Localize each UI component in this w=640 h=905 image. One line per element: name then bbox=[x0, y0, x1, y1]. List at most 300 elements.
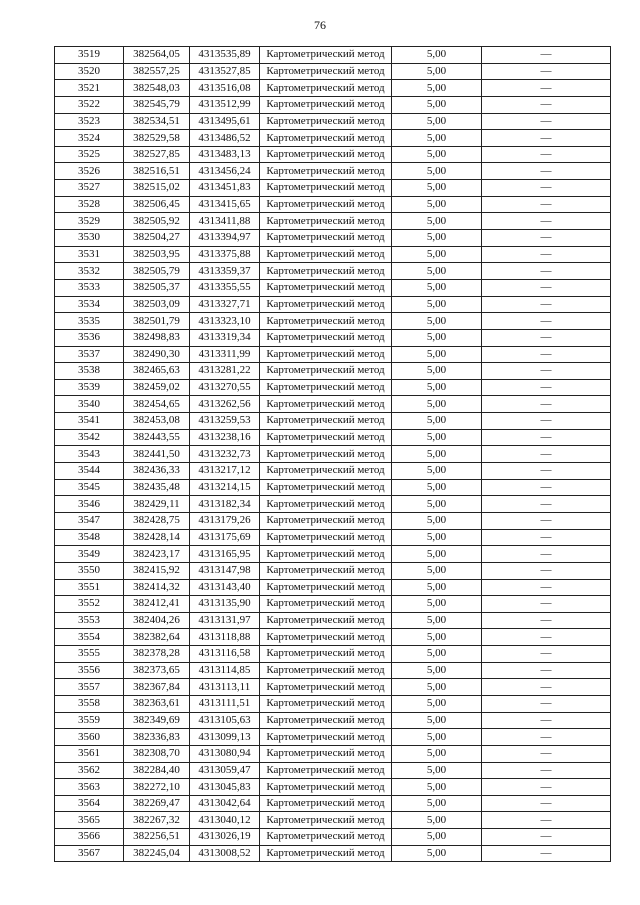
note-cell: — bbox=[482, 612, 611, 629]
table-row bbox=[55, 130, 611, 147]
method-cell: Картометрический метод bbox=[260, 96, 392, 113]
point-number-cell: 3523 bbox=[55, 113, 124, 130]
note-cell: — bbox=[482, 113, 611, 130]
point-number-cell: 3547 bbox=[55, 512, 124, 529]
accuracy-cell: 5,00 bbox=[392, 263, 482, 280]
method-cell: Картометрический метод bbox=[260, 163, 392, 180]
note-cell: — bbox=[482, 363, 611, 380]
x-coordinate-cell: 382349,69 bbox=[124, 712, 190, 729]
table-row bbox=[55, 146, 611, 163]
table-row bbox=[55, 546, 611, 563]
x-coordinate-cell: 382428,14 bbox=[124, 529, 190, 546]
x-coordinate-cell: 382505,79 bbox=[124, 263, 190, 280]
method-cell: Картометрический метод bbox=[260, 562, 392, 579]
point-number-cell: 3524 bbox=[55, 130, 124, 147]
x-coordinate-cell: 382505,37 bbox=[124, 279, 190, 296]
accuracy-cell: 5,00 bbox=[392, 130, 482, 147]
point-number-cell: 3530 bbox=[55, 230, 124, 247]
note-cell: — bbox=[482, 779, 611, 796]
accuracy-cell: 5,00 bbox=[392, 596, 482, 613]
note-cell: — bbox=[482, 629, 611, 646]
x-coordinate-cell: 382382,64 bbox=[124, 629, 190, 646]
x-coordinate-cell: 382527,85 bbox=[124, 146, 190, 163]
x-coordinate-cell: 382505,92 bbox=[124, 213, 190, 230]
note-cell: — bbox=[482, 146, 611, 163]
table-row bbox=[55, 729, 611, 746]
accuracy-cell: 5,00 bbox=[392, 396, 482, 413]
note-cell: — bbox=[482, 512, 611, 529]
x-coordinate-cell: 382272,10 bbox=[124, 779, 190, 796]
accuracy-cell: 5,00 bbox=[392, 662, 482, 679]
y-coordinate-cell: 4313182,34 bbox=[190, 496, 260, 513]
note-cell: — bbox=[482, 246, 611, 263]
y-coordinate-cell: 4313131,97 bbox=[190, 612, 260, 629]
note-cell: — bbox=[482, 795, 611, 812]
note-cell: — bbox=[482, 413, 611, 430]
y-coordinate-cell: 4313045,83 bbox=[190, 779, 260, 796]
point-number-cell: 3531 bbox=[55, 246, 124, 263]
x-coordinate-cell: 382548,03 bbox=[124, 80, 190, 97]
note-cell: — bbox=[482, 562, 611, 579]
y-coordinate-cell: 4313375,88 bbox=[190, 246, 260, 263]
y-coordinate-cell: 4313281,22 bbox=[190, 363, 260, 380]
point-number-cell: 3525 bbox=[55, 146, 124, 163]
y-coordinate-cell: 4313527,85 bbox=[190, 63, 260, 80]
y-coordinate-cell: 4313042,64 bbox=[190, 795, 260, 812]
accuracy-cell: 5,00 bbox=[392, 512, 482, 529]
table-row bbox=[55, 230, 611, 247]
method-cell: Картометрический метод bbox=[260, 413, 392, 430]
table-row bbox=[55, 712, 611, 729]
x-coordinate-cell: 382414,32 bbox=[124, 579, 190, 596]
x-coordinate-cell: 382404,26 bbox=[124, 612, 190, 629]
method-cell: Картометрический метод bbox=[260, 479, 392, 496]
accuracy-cell: 5,00 bbox=[392, 180, 482, 197]
point-number-cell: 3532 bbox=[55, 263, 124, 280]
point-number-cell: 3533 bbox=[55, 279, 124, 296]
x-coordinate-cell: 382441,50 bbox=[124, 446, 190, 463]
point-number-cell: 3520 bbox=[55, 63, 124, 80]
y-coordinate-cell: 4313113,11 bbox=[190, 679, 260, 696]
method-cell: Картометрический метод bbox=[260, 662, 392, 679]
x-coordinate-cell: 382564,05 bbox=[124, 47, 190, 64]
y-coordinate-cell: 4313040,12 bbox=[190, 812, 260, 829]
y-coordinate-cell: 4313179,26 bbox=[190, 512, 260, 529]
method-cell: Картометрический метод bbox=[260, 795, 392, 812]
point-number-cell: 3527 bbox=[55, 180, 124, 197]
note-cell: — bbox=[482, 762, 611, 779]
method-cell: Картометрический метод bbox=[260, 130, 392, 147]
point-number-cell: 3529 bbox=[55, 213, 124, 230]
y-coordinate-cell: 4313319,34 bbox=[190, 329, 260, 346]
x-coordinate-cell: 382435,48 bbox=[124, 479, 190, 496]
point-number-cell: 3566 bbox=[55, 829, 124, 846]
table-row bbox=[55, 496, 611, 513]
accuracy-cell: 5,00 bbox=[392, 63, 482, 80]
accuracy-cell: 5,00 bbox=[392, 479, 482, 496]
note-cell: — bbox=[482, 695, 611, 712]
method-cell: Картометрический метод bbox=[260, 80, 392, 97]
note-cell: — bbox=[482, 729, 611, 746]
accuracy-cell: 5,00 bbox=[392, 163, 482, 180]
point-number-cell: 3551 bbox=[55, 579, 124, 596]
table-row bbox=[55, 446, 611, 463]
point-number-cell: 3557 bbox=[55, 679, 124, 696]
table-row bbox=[55, 745, 611, 762]
y-coordinate-cell: 4313495,61 bbox=[190, 113, 260, 130]
method-cell: Картометрический метод bbox=[260, 845, 392, 862]
method-cell: Картометрический метод bbox=[260, 529, 392, 546]
table-row bbox=[55, 246, 611, 263]
x-coordinate-cell: 382308,70 bbox=[124, 745, 190, 762]
method-cell: Картометрический метод bbox=[260, 729, 392, 746]
y-coordinate-cell: 4313486,52 bbox=[190, 130, 260, 147]
table-row bbox=[55, 596, 611, 613]
x-coordinate-cell: 382429,11 bbox=[124, 496, 190, 513]
note-cell: — bbox=[482, 646, 611, 663]
table-row bbox=[55, 629, 611, 646]
point-number-cell: 3542 bbox=[55, 429, 124, 446]
accuracy-cell: 5,00 bbox=[392, 213, 482, 230]
point-number-cell: 3522 bbox=[55, 96, 124, 113]
accuracy-cell: 5,00 bbox=[392, 413, 482, 430]
method-cell: Картометрический метод bbox=[260, 313, 392, 330]
x-coordinate-cell: 382498,83 bbox=[124, 329, 190, 346]
accuracy-cell: 5,00 bbox=[392, 745, 482, 762]
y-coordinate-cell: 4313232,73 bbox=[190, 446, 260, 463]
method-cell: Картометрический метод bbox=[260, 745, 392, 762]
method-cell: Картометрический метод bbox=[260, 346, 392, 363]
y-coordinate-cell: 4313259,53 bbox=[190, 413, 260, 430]
accuracy-cell: 5,00 bbox=[392, 196, 482, 213]
point-number-cell: 3548 bbox=[55, 529, 124, 546]
table-row bbox=[55, 795, 611, 812]
page-number: 76 bbox=[314, 18, 326, 32]
method-cell: Картометрический метод bbox=[260, 196, 392, 213]
point-number-cell: 3545 bbox=[55, 479, 124, 496]
method-cell: Картометрический метод bbox=[260, 446, 392, 463]
method-cell: Картометрический метод bbox=[260, 230, 392, 247]
point-number-cell: 3544 bbox=[55, 463, 124, 480]
y-coordinate-cell: 4313111,51 bbox=[190, 695, 260, 712]
point-number-cell: 3543 bbox=[55, 446, 124, 463]
x-coordinate-cell: 382378,28 bbox=[124, 646, 190, 663]
y-coordinate-cell: 4313008,52 bbox=[190, 845, 260, 862]
table-row bbox=[55, 213, 611, 230]
point-number-cell: 3526 bbox=[55, 163, 124, 180]
table-row bbox=[55, 296, 611, 313]
y-coordinate-cell: 4313311,99 bbox=[190, 346, 260, 363]
table-row bbox=[55, 279, 611, 296]
point-number-cell: 3561 bbox=[55, 745, 124, 762]
y-coordinate-cell: 4313059,47 bbox=[190, 762, 260, 779]
method-cell: Картометрический метод bbox=[260, 263, 392, 280]
x-coordinate-cell: 382367,84 bbox=[124, 679, 190, 696]
accuracy-cell: 5,00 bbox=[392, 279, 482, 296]
table-row bbox=[55, 562, 611, 579]
table-row bbox=[55, 829, 611, 846]
point-number-cell: 3553 bbox=[55, 612, 124, 629]
note-cell: — bbox=[482, 529, 611, 546]
point-number-cell: 3556 bbox=[55, 662, 124, 679]
x-coordinate-cell: 382423,17 bbox=[124, 546, 190, 563]
method-cell: Картометрический метод bbox=[260, 463, 392, 480]
point-number-cell: 3554 bbox=[55, 629, 124, 646]
y-coordinate-cell: 4313147,98 bbox=[190, 562, 260, 579]
note-cell: — bbox=[482, 163, 611, 180]
point-number-cell: 3539 bbox=[55, 379, 124, 396]
y-coordinate-cell: 4313415,65 bbox=[190, 196, 260, 213]
table-row bbox=[55, 180, 611, 197]
point-number-cell: 3562 bbox=[55, 762, 124, 779]
x-coordinate-cell: 382504,27 bbox=[124, 230, 190, 247]
method-cell: Картометрический метод bbox=[260, 213, 392, 230]
method-cell: Картометрический метод bbox=[260, 829, 392, 846]
method-cell: Картометрический метод bbox=[260, 546, 392, 563]
note-cell: — bbox=[482, 812, 611, 829]
x-coordinate-cell: 382506,45 bbox=[124, 196, 190, 213]
accuracy-cell: 5,00 bbox=[392, 96, 482, 113]
table-row bbox=[55, 96, 611, 113]
table-row bbox=[55, 463, 611, 480]
y-coordinate-cell: 4313512,99 bbox=[190, 96, 260, 113]
note-cell: — bbox=[482, 446, 611, 463]
y-coordinate-cell: 4313099,13 bbox=[190, 729, 260, 746]
y-coordinate-cell: 4313355,55 bbox=[190, 279, 260, 296]
x-coordinate-cell: 382436,33 bbox=[124, 463, 190, 480]
accuracy-cell: 5,00 bbox=[392, 346, 482, 363]
method-cell: Картометрический метод bbox=[260, 180, 392, 197]
accuracy-cell: 5,00 bbox=[392, 230, 482, 247]
note-cell: — bbox=[482, 196, 611, 213]
table-row bbox=[55, 529, 611, 546]
y-coordinate-cell: 4313411,88 bbox=[190, 213, 260, 230]
x-coordinate-cell: 382545,79 bbox=[124, 96, 190, 113]
y-coordinate-cell: 4313217,12 bbox=[190, 463, 260, 480]
point-number-cell: 3528 bbox=[55, 196, 124, 213]
method-cell: Картометрический метод bbox=[260, 47, 392, 64]
y-coordinate-cell: 4313175,69 bbox=[190, 529, 260, 546]
accuracy-cell: 5,00 bbox=[392, 113, 482, 130]
note-cell: — bbox=[482, 329, 611, 346]
accuracy-cell: 5,00 bbox=[392, 646, 482, 663]
method-cell: Картометрический метод bbox=[260, 296, 392, 313]
x-coordinate-cell: 382336,83 bbox=[124, 729, 190, 746]
table-row bbox=[55, 646, 611, 663]
point-number-cell: 3564 bbox=[55, 795, 124, 812]
table-row bbox=[55, 113, 611, 130]
table-row bbox=[55, 379, 611, 396]
method-cell: Картометрический метод bbox=[260, 679, 392, 696]
note-cell: — bbox=[482, 279, 611, 296]
table-row bbox=[55, 479, 611, 496]
point-number-cell: 3552 bbox=[55, 596, 124, 613]
x-coordinate-cell: 382412,41 bbox=[124, 596, 190, 613]
y-coordinate-cell: 4313135,90 bbox=[190, 596, 260, 613]
table-row bbox=[55, 612, 611, 629]
table-row bbox=[55, 329, 611, 346]
table-row bbox=[55, 512, 611, 529]
method-cell: Картометрический метод bbox=[260, 512, 392, 529]
note-cell: — bbox=[482, 263, 611, 280]
point-number-cell: 3555 bbox=[55, 646, 124, 663]
table-row bbox=[55, 812, 611, 829]
x-coordinate-cell: 382454,65 bbox=[124, 396, 190, 413]
x-coordinate-cell: 382269,47 bbox=[124, 795, 190, 812]
x-coordinate-cell: 382453,08 bbox=[124, 413, 190, 430]
x-coordinate-cell: 382284,40 bbox=[124, 762, 190, 779]
y-coordinate-cell: 4313114,85 bbox=[190, 662, 260, 679]
accuracy-cell: 5,00 bbox=[392, 562, 482, 579]
note-cell: — bbox=[482, 47, 611, 64]
y-coordinate-cell: 4313483,13 bbox=[190, 146, 260, 163]
point-number-cell: 3563 bbox=[55, 779, 124, 796]
y-coordinate-cell: 4313105,63 bbox=[190, 712, 260, 729]
accuracy-cell: 5,00 bbox=[392, 579, 482, 596]
point-number-cell: 3535 bbox=[55, 313, 124, 330]
coordinates-table bbox=[54, 46, 611, 862]
x-coordinate-cell: 382363,61 bbox=[124, 695, 190, 712]
y-coordinate-cell: 4313165,95 bbox=[190, 546, 260, 563]
point-number-cell: 3534 bbox=[55, 296, 124, 313]
note-cell: — bbox=[482, 296, 611, 313]
accuracy-cell: 5,00 bbox=[392, 313, 482, 330]
method-cell: Картометрический метод bbox=[260, 496, 392, 513]
note-cell: — bbox=[482, 230, 611, 247]
y-coordinate-cell: 4313026,19 bbox=[190, 829, 260, 846]
x-coordinate-cell: 382534,51 bbox=[124, 113, 190, 130]
method-cell: Картометрический метод bbox=[260, 779, 392, 796]
method-cell: Картометрический метод bbox=[260, 63, 392, 80]
note-cell: — bbox=[482, 396, 611, 413]
table-row bbox=[55, 80, 611, 97]
x-coordinate-cell: 382503,09 bbox=[124, 296, 190, 313]
x-coordinate-cell: 382415,92 bbox=[124, 562, 190, 579]
y-coordinate-cell: 4313394,97 bbox=[190, 230, 260, 247]
point-number-cell: 3519 bbox=[55, 47, 124, 64]
table-row bbox=[55, 845, 611, 862]
x-coordinate-cell: 382245,04 bbox=[124, 845, 190, 862]
y-coordinate-cell: 4313323,10 bbox=[190, 313, 260, 330]
accuracy-cell: 5,00 bbox=[392, 695, 482, 712]
accuracy-cell: 5,00 bbox=[392, 812, 482, 829]
accuracy-cell: 5,00 bbox=[392, 47, 482, 64]
x-coordinate-cell: 382459,02 bbox=[124, 379, 190, 396]
note-cell: — bbox=[482, 313, 611, 330]
note-cell: — bbox=[482, 213, 611, 230]
note-cell: — bbox=[482, 346, 611, 363]
method-cell: Картометрический метод bbox=[260, 396, 392, 413]
point-number-cell: 3559 bbox=[55, 712, 124, 729]
y-coordinate-cell: 4313535,89 bbox=[190, 47, 260, 64]
x-coordinate-cell: 382516,51 bbox=[124, 163, 190, 180]
x-coordinate-cell: 382465,63 bbox=[124, 363, 190, 380]
y-coordinate-cell: 4313262,56 bbox=[190, 396, 260, 413]
y-coordinate-cell: 4313270,55 bbox=[190, 379, 260, 396]
note-cell: — bbox=[482, 96, 611, 113]
note-cell: — bbox=[482, 479, 611, 496]
x-coordinate-cell: 382373,65 bbox=[124, 662, 190, 679]
x-coordinate-cell: 382267,32 bbox=[124, 812, 190, 829]
method-cell: Картометрический метод bbox=[260, 762, 392, 779]
accuracy-cell: 5,00 bbox=[392, 446, 482, 463]
y-coordinate-cell: 4313116,58 bbox=[190, 646, 260, 663]
point-number-cell: 3538 bbox=[55, 363, 124, 380]
y-coordinate-cell: 4313143,40 bbox=[190, 579, 260, 596]
accuracy-cell: 5,00 bbox=[392, 829, 482, 846]
y-coordinate-cell: 4313080,94 bbox=[190, 745, 260, 762]
point-number-cell: 3537 bbox=[55, 346, 124, 363]
y-coordinate-cell: 4313456,24 bbox=[190, 163, 260, 180]
table-body bbox=[55, 47, 611, 862]
method-cell: Картометрический метод bbox=[260, 596, 392, 613]
accuracy-cell: 5,00 bbox=[392, 845, 482, 862]
note-cell: — bbox=[482, 596, 611, 613]
method-cell: Картометрический метод bbox=[260, 612, 392, 629]
y-coordinate-cell: 4313238,16 bbox=[190, 429, 260, 446]
x-coordinate-cell: 382256,51 bbox=[124, 829, 190, 846]
accuracy-cell: 5,00 bbox=[392, 529, 482, 546]
x-coordinate-cell: 382501,79 bbox=[124, 313, 190, 330]
x-coordinate-cell: 382503,95 bbox=[124, 246, 190, 263]
table-row bbox=[55, 163, 611, 180]
accuracy-cell: 5,00 bbox=[392, 546, 482, 563]
x-coordinate-cell: 382490,30 bbox=[124, 346, 190, 363]
accuracy-cell: 5,00 bbox=[392, 679, 482, 696]
note-cell: — bbox=[482, 546, 611, 563]
point-number-cell: 3546 bbox=[55, 496, 124, 513]
accuracy-cell: 5,00 bbox=[392, 463, 482, 480]
table-row bbox=[55, 363, 611, 380]
x-coordinate-cell: 382443,55 bbox=[124, 429, 190, 446]
accuracy-cell: 5,00 bbox=[392, 146, 482, 163]
table-row bbox=[55, 429, 611, 446]
table-row bbox=[55, 779, 611, 796]
method-cell: Картометрический метод bbox=[260, 646, 392, 663]
point-number-cell: 3560 bbox=[55, 729, 124, 746]
note-cell: — bbox=[482, 662, 611, 679]
table-row bbox=[55, 579, 611, 596]
accuracy-cell: 5,00 bbox=[392, 729, 482, 746]
y-coordinate-cell: 4313451,83 bbox=[190, 180, 260, 197]
note-cell: — bbox=[482, 745, 611, 762]
note-cell: — bbox=[482, 829, 611, 846]
accuracy-cell: 5,00 bbox=[392, 712, 482, 729]
y-coordinate-cell: 4313214,15 bbox=[190, 479, 260, 496]
note-cell: — bbox=[482, 80, 611, 97]
accuracy-cell: 5,00 bbox=[392, 429, 482, 446]
accuracy-cell: 5,00 bbox=[392, 80, 482, 97]
point-number-cell: 3558 bbox=[55, 695, 124, 712]
point-number-cell: 3565 bbox=[55, 812, 124, 829]
table-row bbox=[55, 196, 611, 213]
method-cell: Картометрический метод bbox=[260, 246, 392, 263]
accuracy-cell: 5,00 bbox=[392, 329, 482, 346]
point-number-cell: 3541 bbox=[55, 413, 124, 430]
y-coordinate-cell: 4313327,71 bbox=[190, 296, 260, 313]
point-number-cell: 3549 bbox=[55, 546, 124, 563]
method-cell: Картометрический метод bbox=[260, 146, 392, 163]
accuracy-cell: 5,00 bbox=[392, 779, 482, 796]
x-coordinate-cell: 382557,25 bbox=[124, 63, 190, 80]
note-cell: — bbox=[482, 63, 611, 80]
table-row bbox=[55, 396, 611, 413]
accuracy-cell: 5,00 bbox=[392, 379, 482, 396]
method-cell: Картометрический метод bbox=[260, 629, 392, 646]
point-number-cell: 3550 bbox=[55, 562, 124, 579]
table-row bbox=[55, 47, 611, 64]
accuracy-cell: 5,00 bbox=[392, 795, 482, 812]
